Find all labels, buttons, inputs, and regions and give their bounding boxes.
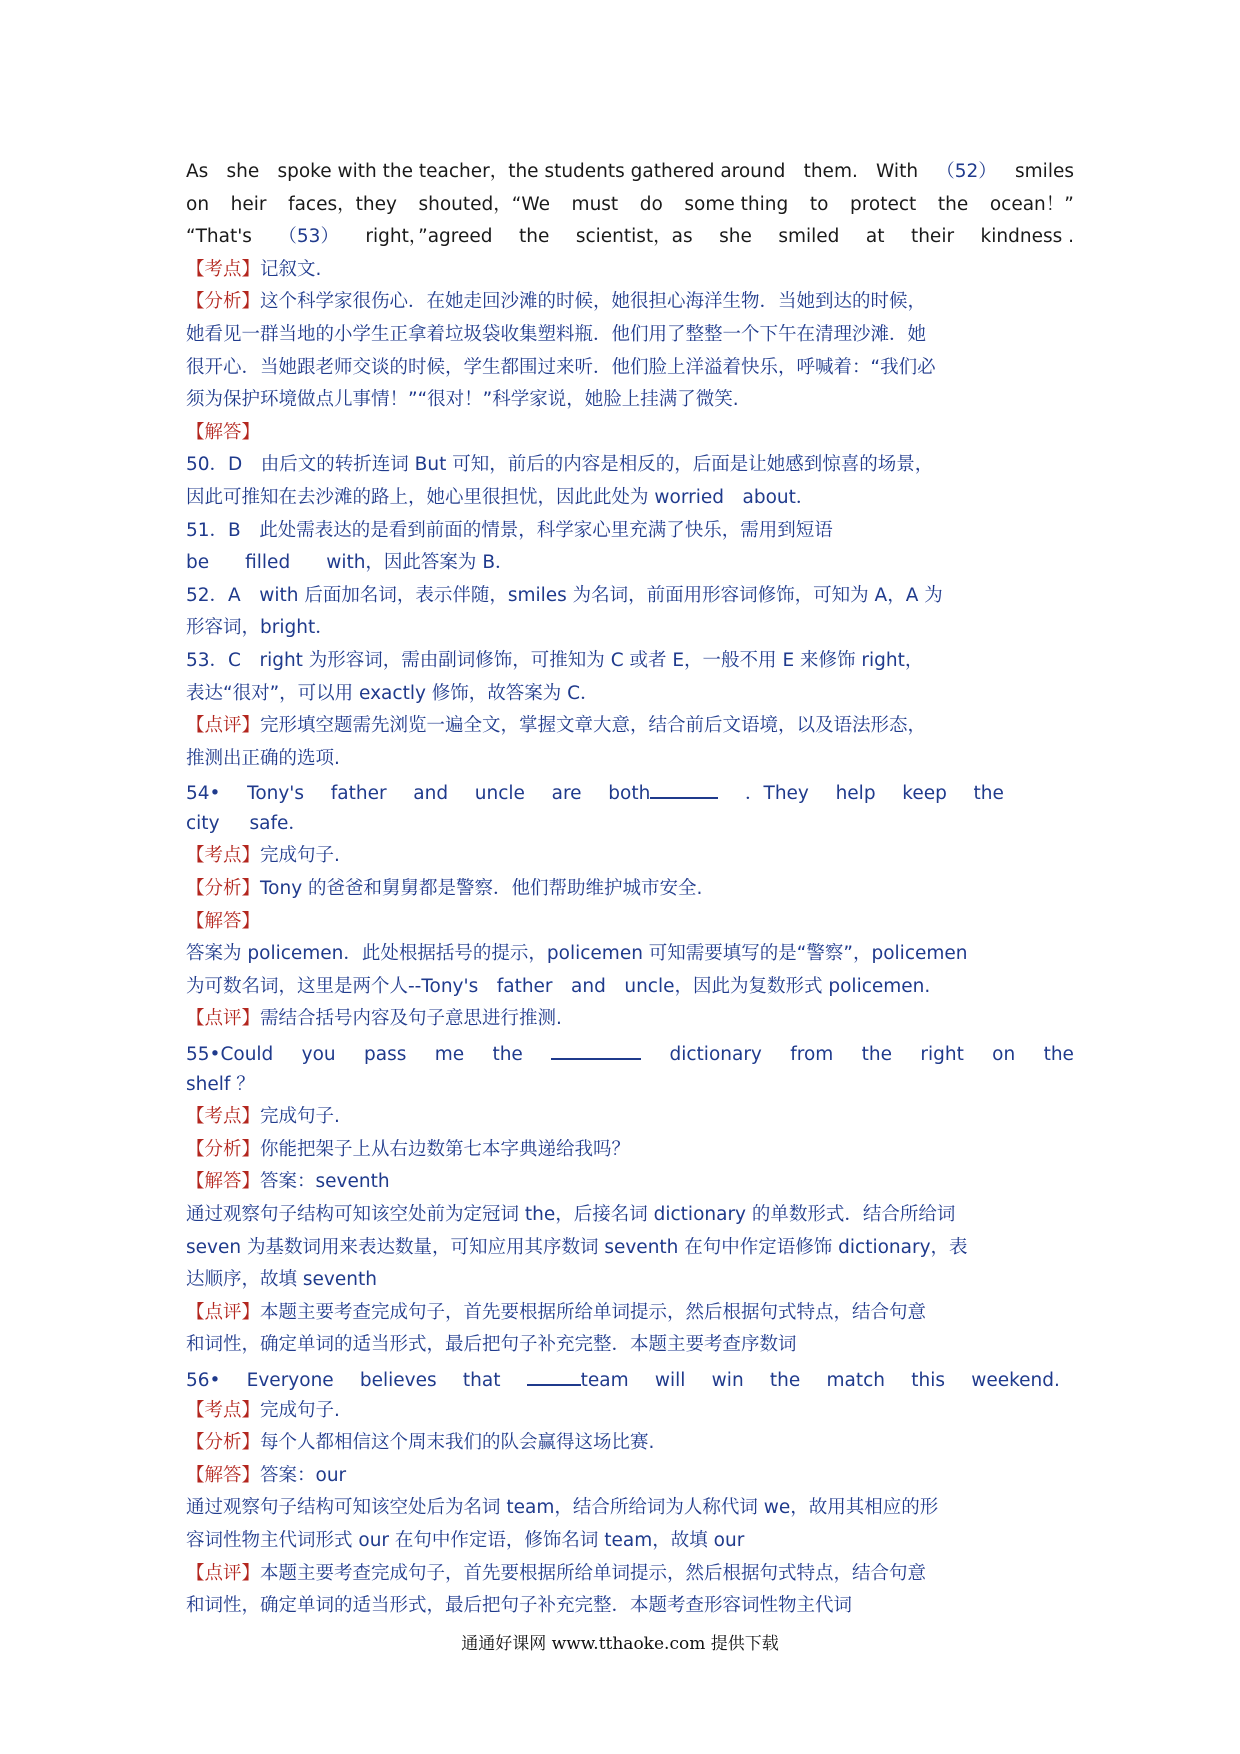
word: and [413,783,449,805]
word: filled [245,552,291,574]
word: from [790,1044,834,1066]
fenxi-text: 这个科学家很伤心．在她走回沙滩的时候，她很担心海洋生物．当她到达的时候， [260,291,927,313]
fenxi-56 [186,1427,1074,1460]
kaodian-tag: 【考点】 [186,845,261,867]
passage-line-1 [186,156,1074,189]
dianping-text: 需结合括号内容及句子意思进行推测. [260,1008,562,1030]
word: shouted，“We [418,193,550,215]
dianping-tag: 【点评】 [186,1008,261,1030]
jieda-56 [186,1460,1074,1493]
jieda-tag: 【解答】 [186,910,261,932]
dianping-text: 完形填空题需先浏览一遍全文，掌握文章大意，结合前后文语境，以及语法形态， [260,715,927,737]
word: kindness . [980,226,1074,248]
word: believes [359,1369,437,1391]
word: uncle [474,783,525,805]
word: must [571,193,619,215]
answer-53-line-2: 表达“很对”，可以用 exactly 修饰，故答案为 C． [186,682,599,704]
question-number: 54• [186,783,221,805]
fenxi-50-53-line-1 [186,286,1074,319]
word: both [608,783,651,805]
word: smiled [778,226,840,248]
word: them. [803,161,858,182]
word-with-blank [608,775,718,811]
word: With [876,161,919,182]
dianping-50-53-line-1 [186,710,1074,743]
word: ocean！” [989,193,1074,215]
kaodian-56 [186,1395,1074,1428]
word: safe． [249,812,307,834]
word: spoke with the teacher，the students gathered around [277,161,786,182]
word: match [826,1369,885,1391]
answer-54-line-2: 为可数名词，这里是两个人--Tony's father and uncle，因此为复数形式 policemen. [186,975,931,997]
word: the [1043,1044,1074,1066]
answer-50-line-2: 因此可推知在去沙滩的路上，她心里很担忧，因此此处为 worried about． [186,486,815,508]
word: their [910,226,955,248]
dianping-tag: 【点评】 [186,1562,261,1584]
question-55-line-1 [186,1036,1074,1069]
dianping-text: 本题主要考查完成句子，首先要根据所给单词提示，然后根据句式特点，结合句意 [260,1301,927,1323]
kaodian-tag: 【考点】 [186,1106,261,1128]
word: are [551,783,582,805]
word: some thing [684,193,789,215]
word: will [654,1369,686,1391]
explanation-55-line-2: seven 为基数词用来表达数量，可知应用其序数词 seventh 在句中作定语修饰 dictionary，表 [186,1236,968,1258]
word-with-blank [527,1362,629,1398]
word: team [580,1369,629,1391]
dianping-55-line-1 [186,1297,1074,1330]
dianping-50-53-line-2: 推测出正确的选项. [186,747,340,769]
word: at [865,226,885,248]
jieda-tag: 【解答】 [186,1464,261,1486]
word: ．They [745,783,809,805]
fenxi-tag: 【分析】 [186,878,261,900]
answer-52-line-1: 52．A with 后面加名词，表示伴随，smiles 为名词，前面用形容词修饰，可知为 A，A 为 [186,584,943,606]
fenxi-text: 你能把架子上从右边数第七本字典递给我吗？ [260,1138,631,1160]
passage-line-3 [186,221,1074,254]
answer-text: 答案：seventh [260,1171,390,1193]
word: she [719,226,752,248]
question-55-line-2: shelf ？ [186,1073,255,1095]
word: be [186,552,210,574]
answer-50-line-1: 50．D 由后文的转折连词 But 可知，前后的内容是相反的，后面是让她感到惊喜的场景， [186,454,934,476]
dianping-tag: 【点评】 [186,1301,261,1323]
dianping-54 [186,1003,1074,1036]
word: protect [849,193,917,215]
answer-51-line-2 [186,547,1074,580]
answer-blank [650,775,718,799]
answer-54-line-1: 答案为 policemen．此处根据括号的提示，policemen 可知需要填写的是“警察”，policemen [186,943,968,965]
kaodian-tag: 【考点】 [186,258,261,280]
question-54-line-2 [186,808,1074,841]
fenxi-tag: 【分析】 [186,1432,261,1454]
word: this [911,1369,945,1391]
word: city [186,812,220,834]
word: pass [363,1044,407,1066]
word: the [518,226,550,248]
question-54-line-1 [186,775,1074,808]
answer-blank [527,1362,581,1386]
word: on [186,193,210,215]
word: faces，they [288,193,397,215]
fenxi-50-53-line-3: 很开心．当她跟老师交谈的时候，学生都围过来听．他们脸上洋溢着快乐，呼喊着：“我们必 [186,356,936,378]
word: help [835,783,876,805]
kaodian-tag: 【考点】 [186,1399,261,1421]
dianping-text: 本题主要考查完成句子，首先要根据所给单词提示，然后根据句式特点，结合句意 [260,1562,927,1584]
explanation-56-line-1: 通过观察句子结构可知该空处后为名词 team，结合所给词为人称代词 we，故用其相应的形 [186,1497,939,1519]
kaodian-text: 完成句子. [260,845,340,867]
word: Everyone [246,1369,334,1391]
dianping-56-line-1 [186,1558,1074,1591]
question-number: 56• [186,1369,221,1391]
word: right [920,1044,964,1066]
answer-52-line-2: 形容词，bright． [186,617,334,639]
kaodian-text: 完成句子. [260,1106,340,1128]
word: me [434,1044,465,1066]
word: that [462,1369,501,1391]
word: to [809,193,829,215]
question-number: 55•Could [186,1044,274,1066]
fenxi-tag: 【分析】 [186,1138,261,1160]
explanation-56-line-2: 容词性物主代词形式 our 在句中作定语，修饰名词 team，故填 our [186,1529,745,1551]
fenxi-text: 每个人都相信这个周末我们的队会赢得这场比赛. [260,1432,655,1454]
word: smiles [1015,161,1074,182]
word: As [186,161,209,182]
word: the [937,193,969,215]
passage-line-2 [186,189,1074,222]
dianping-56-line-2: 和词性，确定单词的适当形式，最后把句子补充完整．本题考查形容词性物主代词 [186,1595,853,1617]
word: right，”agreed [365,226,493,248]
fenxi-50-53-line-4: 须为保护环境做点儿事情！”“很对！”科学家说，她脸上挂满了微笑. [186,389,739,411]
dianping-55-line-2: 和词性，确定单词的适当形式，最后把句子补充完整．本题主要考查序数词 [186,1334,797,1356]
question-56-line-1 [186,1362,1074,1395]
explanation-55-line-1: 通过观察句子结构可知该空处前为定冠词 the，后接名词 dictionary 的单数形式．结合所给词 [186,1204,956,1225]
jieda-tag: 【解答】 [186,421,261,443]
word: the [861,1044,893,1066]
answer-53-line-1: 53．C right 为形容词，需由副词修饰，可推知为 C 或者 E，一般不用 E 来修饰 right， [186,649,924,671]
page-footer: 通通好课网 www.tthaoke.com 提供下载 [461,1634,779,1654]
word: you [301,1044,336,1066]
answer-text: 答案：our [260,1464,347,1486]
answer-blank [551,1036,641,1060]
word: weekend. [971,1369,1060,1391]
word: she [226,161,260,182]
fenxi-54 [186,873,1074,906]
jieda-tag: 【解答】 [186,1171,261,1193]
document-body [186,156,1074,1623]
word: “That's [186,226,252,248]
word: scientist，as [575,226,693,248]
word: keep [902,783,947,805]
word: father [330,783,387,805]
jieda-55 [186,1166,1074,1199]
word: the [769,1369,801,1391]
kaodian-54 [186,840,1074,873]
fenxi-tag: 【分析】 [186,291,261,313]
word: dictionary [669,1044,762,1066]
kaodian-text: 记叙文. [260,258,322,280]
word: Tony's [247,783,305,805]
fenxi-50-53-line-2: 她看见一群当地的小学生正拿着垃圾袋收集塑料瓶．他们用了整整一个下午在清理沙滩．她 [186,323,927,345]
word: with，因此答案为 B． [326,552,514,574]
word: on [992,1044,1016,1066]
dianping-tag: 【点评】 [186,715,261,737]
fenxi-55 [186,1134,1074,1167]
word: the [492,1044,523,1066]
answer-51-line-1: 51．B 此处需表达的是看到前面的情景，科学家心里充满了快乐，需用到短语 [186,519,833,541]
word: the [973,783,1004,805]
blank-number-53: （53） [278,226,339,248]
kaodian-50-53 [186,254,1074,287]
kaodian-55 [186,1101,1074,1134]
blank-number-52: （52） [936,161,997,182]
explanation-55-line-3: 达顺序，故填 seventh [186,1269,377,1291]
fenxi-text: Tony 的爸爸和舅舅都是警察．他们帮助维护城市安全. [260,878,703,900]
word: do [639,193,663,215]
word: heir [230,193,267,215]
kaodian-text: 完成句子. [260,1399,340,1421]
word: win [711,1369,744,1391]
